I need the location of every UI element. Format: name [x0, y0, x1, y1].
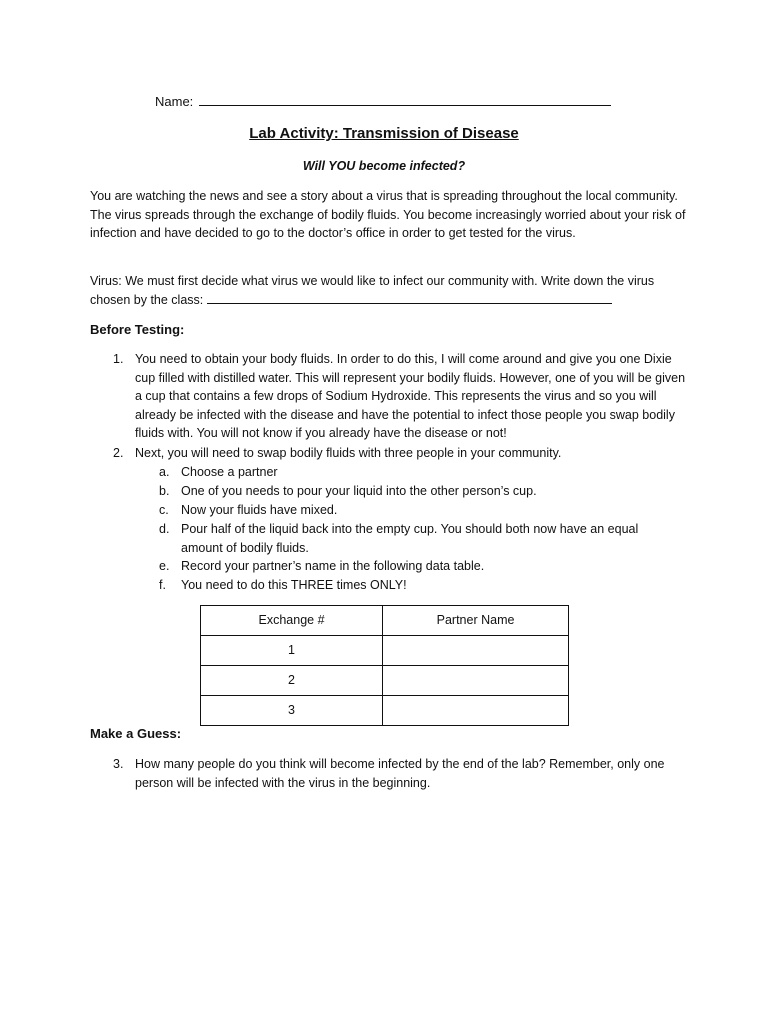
list-item-text: Next, you will need to swap bodily fluids with three people in your community.: [135, 446, 562, 460]
table-row: [201, 666, 569, 696]
sub-list-item: [159, 557, 679, 576]
list-item-text: You need to obtain your body fluids. In order to do this, I will come around and give you one Dixie cup filled with distilled water. This will represent your bodily fluids. However, one of you will be given a cup that contains a few drops of Sodium Hydroxide. This represents the virus and so you will already be infected with the disease and have the potential to infect those people you swap bodily fluids with. You will not know if you already have the disease or not!: [135, 352, 686, 440]
virus-text: Virus: We must first decide what virus we would like to infect our community with. Write down the virus chosen by the class:: [90, 274, 655, 307]
intro-paragraph: You are watching the news and see a story about a virus that is spreading throughout the local community. The virus spreads through the exchange of bodily fluids. You become increasingly worried about your risk of infection and have decided to go to the doctor’s office in order to get tested for the virus.: [90, 189, 686, 240]
table-row: [201, 696, 569, 726]
table-cell-exchange: 2: [201, 666, 383, 696]
sub-list-item: [159, 501, 679, 520]
sub-list-text: One of you needs to pour your liquid into the other person’s cup.: [181, 484, 537, 498]
sub-list-letter: b.: [159, 484, 170, 498]
sub-list-item: [159, 520, 679, 557]
make-a-guess-heading: Make a Guess:: [90, 726, 182, 741]
sub-list-letter: a.: [159, 465, 170, 479]
table-header-row: [201, 606, 569, 636]
list-item-number: 1.: [113, 352, 124, 366]
page-subtitle: Will YOU become infected?: [302, 159, 466, 173]
page-title: Lab Activity: Transmission of Disease: [249, 125, 519, 142]
virus-paragraph: [90, 272, 690, 309]
sub-list-text: Now your fluids have mixed.: [181, 503, 338, 517]
list-item-number: 3.: [113, 757, 124, 771]
name-blank-line: [199, 93, 611, 106]
sub-list-letter: e.: [159, 559, 170, 573]
list-item-text: How many people do you think will become infected by the end of the lab? Remember, only one person will be infected with the virus in the beginning.: [135, 757, 665, 790]
list-item: [113, 755, 693, 792]
list-item: [113, 350, 693, 443]
sub-list-item: [159, 482, 679, 501]
sub-list-text: Choose a partner: [181, 465, 278, 479]
table-row: [201, 636, 569, 666]
list-item: [113, 444, 693, 463]
table-header-partner-name: Partner Name: [383, 606, 569, 636]
table-cell-partner-name[interactable]: [383, 636, 569, 666]
sub-list-item: [159, 576, 679, 595]
sub-list-letter: f.: [159, 578, 166, 592]
list-item-number: 2.: [113, 446, 124, 460]
exchange-data-table: [200, 605, 569, 726]
virus-blank-line: [207, 291, 612, 304]
table-cell-exchange: 1: [201, 636, 383, 666]
sub-list-item: [159, 463, 679, 482]
sub-list-letter: c.: [159, 503, 169, 517]
before-testing-heading: Before Testing:: [90, 322, 185, 337]
table-header-exchange: Exchange #: [201, 606, 383, 636]
table-cell-partner-name[interactable]: [383, 696, 569, 726]
table-cell-exchange: 3: [201, 696, 383, 726]
sub-list-text: Pour half of the liquid back into the empty cup. You should both now have an equal amount of bodily fluids.: [181, 522, 639, 555]
sub-list-letter: d.: [159, 522, 170, 536]
name-field: [155, 93, 611, 112]
sub-list-text: Record your partner’s name in the following data table.: [181, 559, 485, 573]
table-cell-partner-name[interactable]: [383, 666, 569, 696]
sub-list-text: You need to do this THREE times ONLY!: [181, 578, 407, 592]
name-label: Name:: [155, 94, 194, 109]
